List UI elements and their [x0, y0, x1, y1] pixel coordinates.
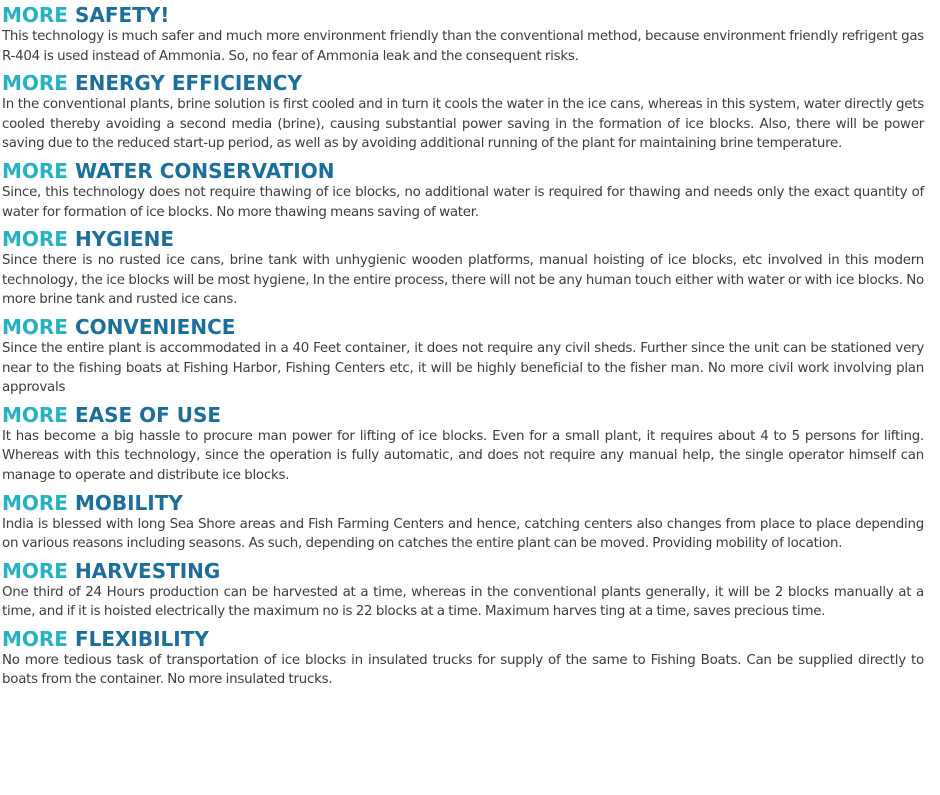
section-text: India is blessed with long Sea Shore areas and Fish Farming Centers and hence, catching centers also changes from place to place depending on various reasons including seasons. As such, depending on catches the entire plant can be moved. Providing mobility of location.: [2, 516, 924, 552]
section-ease-of-use: [2, 403, 940, 486]
heading-keyword: MORE: [2, 227, 68, 252]
section-hygiene: [2, 227, 940, 310]
heading-keyword: MORE: [2, 3, 68, 27]
section-text: Since, this technology does not require thawing of ice blocks, no additional water is required for thawing and needs only the exact quantity of water for formation of ice blocks. No more thawing means saving of water.: [2, 184, 924, 220]
section-heading: [2, 491, 940, 515]
heading-title: MOBILITY: [74, 490, 183, 515]
section-mobility: [2, 491, 940, 554]
heading-title: CONVENIENCE: [74, 314, 236, 339]
section-text: One third of 24 Hours production can be harvested at a time, whereas in the conventional plants generally, it will be 2 blocks manually at a time, and if it is hoisted electrically the maximum no is 22 blocks at a time. Maximum harves ting at a time, saves precious time.: [2, 584, 924, 620]
heading-title: ENERGY EFFICIENCY: [74, 71, 302, 96]
section-text: It has become a big hassle to procure man power for lifting of ice blocks. Even for a small plant, it requires about 4 to 5 persons for lifting. Whereas with this technology, since the operation is fully automatic, and does not require any manual help, the single operator himself can manage to operate and distribute ice blocks.: [2, 428, 924, 483]
heading-keyword: MORE: [2, 626, 68, 651]
section-heading: [2, 3, 940, 27]
section-text: No more tedious task of transportation of ice blocks in insulated trucks for supply of the same to Fishing Boats. Can be supplied directly to boats from the container. No more insulated trucks.: [2, 652, 924, 688]
section-flexibility: [2, 627, 940, 690]
section-heading: [2, 227, 940, 251]
heading-title: HYGIENE: [74, 227, 175, 252]
section-heading: [2, 559, 940, 583]
section-heading: [2, 403, 940, 427]
heading-keyword: MORE: [2, 558, 68, 583]
heading-keyword: MORE: [2, 402, 68, 427]
heading-title: FLEXIBILITY: [74, 626, 209, 651]
section-text: Since the entire plant is accommodated in a 40 Feet container, it does not require any civil sheds. Further since the unit can be stationed very near to the fishing boats at Fishing Harbor, Fishing Centers etc, it will be highly beneficial to the fisher man. No more civil work involving plan approvals: [2, 340, 924, 396]
section-heading: [2, 627, 940, 651]
section-text: This technology is much safer and much more environment friendly than the conventional method, because environment friendly refrigent gas R-404 is used instead of Ammonia. So, no fear of Ammonia leak and the consequent risks.: [2, 29, 924, 64]
heading-keyword: MORE: [2, 71, 68, 96]
section-energy-efficiency: [2, 71, 940, 154]
heading-keyword: MORE: [2, 314, 68, 339]
heading-title: HARVESTING: [74, 558, 221, 583]
section-harvesting: [2, 559, 940, 622]
section-text: Since there is no rusted ice cans, brine tank with unhygienic wooden platforms, manual hoisting of ice blocks, etc involved in this modern technology, the ice blocks will be most hygiene, In the entire process, there will not be any human touch either with water or with ice blocks. No more brine tank and rusted ice cans.: [2, 253, 924, 308]
heading-keyword: MORE: [2, 158, 68, 183]
heading-title: SAFETY!: [74, 3, 170, 27]
section-heading: [2, 71, 940, 95]
heading-keyword: MORE: [2, 490, 68, 515]
section-convenience: [2, 315, 940, 398]
heading-title: WATER CONSERVATION: [74, 158, 335, 183]
section-water-conservation: [2, 159, 940, 222]
section-text: In the conventional plants, brine solution is first cooled and in turn it cools the water in the ice cans, whereas in this system, water directly gets cooled thereby avoiding a second media (brine), causing substantial power saving in the formation of ice blocks. Also, there will be power saving due to the reduced start-up period, as well as by avoiding additional running of the plant for maintaining brine temperature.: [2, 97, 924, 152]
section-heading: [2, 159, 940, 183]
section-heading: [2, 315, 940, 339]
heading-title: EASE OF USE: [74, 402, 222, 427]
section-safety: [2, 3, 940, 66]
